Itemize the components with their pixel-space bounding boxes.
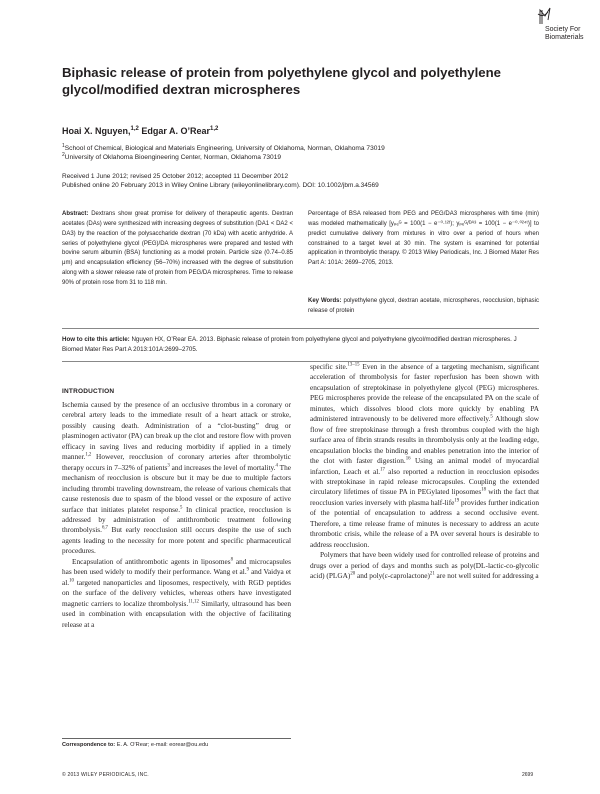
abstract-left: Abstract: Dextrans show great promise for delivery of therapeutic agents. Dextran acetates (DAs) were synthesized with increasing degrees of substitution (DA1 < DA2 < DA3) by the reaction of the polysaccharide dextran (70 kDa) with acetic anhydride. A series of polyethylene glycol (PEG)/DA microspheres were prepared and tested with bovine serum albumin (BSA) functioning as a model protein. Particle size (0.74–0.85 μm) and encapsulation efficiency (56–70%) increased with the degree of substitution along with a slower release rate of protein from PEG/DA microspheres. Time to release 90% of protein rose from 31 to 118 min. (62, 211, 293, 286)
divider (62, 738, 291, 739)
paragraph: Ischemia caused by the presence of an occlusive thrombus in a coronary or cerebral artery leads to the immediate result of a heart attack or stroke, possibly causing death. Administration of a “clot-busting” drug or plasminogen activator (PA) can break up the clot and restore flow with proven efficacy in saving lives and reducing morbidity if applied in a timely manner.$^{1,2}$ However, reocclusion of coronary arteries after thrombolytic therapy occurs in 7–32% of patients$^3$ and increases the level of mortality.$^4$ The mechanism of reocclusion is obscure but it may be due to multiple factors including thrombi traveling downstream, the release of various chemicals that cause restenosis due to spasm of the blood vessel or the exposure of active surface that initiates platelet response.$^5$ In clinical practice, reocclusion is addressed by administration of antithrombotic treatment following thrombolysis.$^{6,7}$ But early reocclusion still occurs despite the use of such agents leading to the necessity for more potent and specific pharmaceutical procedures. (62, 400, 291, 556)
article-title: Biphasic release of protein from polyethylene glycol and polyethylene glycol/modified dextran microspheres (62, 65, 501, 97)
page-number: 2699 (522, 772, 534, 778)
divider (62, 328, 539, 329)
body-column-left (62, 400, 291, 630)
publication-dates: Received 1 June 2012; revised 25 October 2012; accepted 11 December 2012 Published online 20 February 2013 in Wiley Online Library (wileyonlinelibrary.com). DOI: 10.1002/jbm.a.34569 (62, 173, 379, 189)
paragraph: Encapsulation of antithrombotic agents in liposomes$^8$ and microcapsules has been used widely to modify their performance. Wang et al.$^9$ and Vaidya et al.$^{10}$ targeted nanoparticles and liposomes, respectively, with RGD peptides on the surface of the delivery vehicles, whereas others have investigated magnetic carriers to localize thrombolysis.$^{11,12}$ Similarly, ultrasound has been used in combination with encapsulation with the objective of facilitating release at a (62, 556, 292, 629)
society-logo-text: Society For Biomaterials (545, 26, 584, 41)
author-2: Edgar A. O’Rear (138, 126, 211, 136)
correspondence: Correspondence to: E. A. O’Rear; e-mail: eorear@ou.edu (62, 742, 209, 748)
paragraph: Polymers that have been widely used for controlled release of proteins and drugs over a period of days and months such as poly(DL-lactic-co-glycolic acid) (PLGA)$^{20}$ and poly(ε-caprolactone)$^{21}$ are not well suited for addressing a (310, 550, 539, 581)
keywords: Key Words: polyethylene glycol, dextran acetate, microspheres, reocclusion, biphasic release of protein (308, 298, 540, 314)
section-heading: INTRODUCTION (62, 388, 115, 395)
paragraph: specific site.$^{13-15}$ Even in the absence of a targeting mechanism, significant acceleration of thrombolysis for faster reperfusion has been shown with encapsulation of streptokinase in polyethylene glycol (PEG) microspheres. PEG microspheres provide the release of the encapsulated PA on the scale of minutes, which dissolves blood clots more quickly by enabling PA administered intravenously to be delivered more effectively.$^5$ Although slow flow of free streptokinase through a fresh thrombus coupled with the high surface area of fibrin strands results in thrombolysis only at the leading edge, encapsulation blocks the binding and enables penetration into the interior of the clot with faster digestion.$^{16}$ Using an animal model of myocardial infarction, Leach et al.$^{17}$ also reported a reduction in reocclusion episodes with streptokinase in rapid release microcapsules. Coupling the extended circulatory lifetimes of tissue PA in PEGylated liposomes$^{18}$ with the fact that reocclusion varies inversely with plasma half-life$^{19}$ provides further indication of the potential of encapsulation to address a second occlusive event. Therefore, a time release frame of minutes is necessary to address an acute thrombotic crisis, while the release of a PA over several hours is desirable to address reocclusion. (310, 362, 540, 549)
how-to-cite: How to cite this article: Nguyen HX, O’Rear EA. 2013. Biphasic release of protein from polyethylene glycol and polyethylene glycol/modified dextran microspheres. J Biomed Mater Res Part A 2013:101A:2699–2705. (62, 336, 517, 353)
body-column-right (310, 362, 539, 582)
author-1: Hoai X. Nguyen, (62, 126, 131, 136)
abstract-right: Percentage of BSA released from PEG and PEG/DA3 microspheres with time (min) was modeled mathematically [yₚₑᴳ = 100(1 − e⁻⁰·¹²ᵗ); yₚₑᴳ/ᴰᴬ³ = 100(1 − e⁻⁰·⁰²⁴ᵗ)] to predict cumulative delivery from mixtures in vitro over a period of hours when constrained to a target level at 30 min. The system is examined for potential application in thrombolytic therapy. © 2013 Wiley Periodicals, Inc. J Biomed Mater Res Part A: 101A: 2699–2705, 2013. (308, 211, 539, 267)
copyright-footer: © 2013 WILEY PERIODICALS, INC. (62, 772, 149, 778)
affiliation-2: $^2$University of Oklahoma Bioengineering Center, Norman, Oklahoma 73019 (62, 152, 282, 162)
affiliation-1: $^1$School of Chemical, Biological and Materials Engineering, University of Oklahoma, Norman, Oklahoma 73019 (62, 143, 385, 153)
author-line: Hoai X. Nguyen,$^{1,2}$ Edgar A. O’Rear$^{1,2}$ (62, 126, 219, 136)
